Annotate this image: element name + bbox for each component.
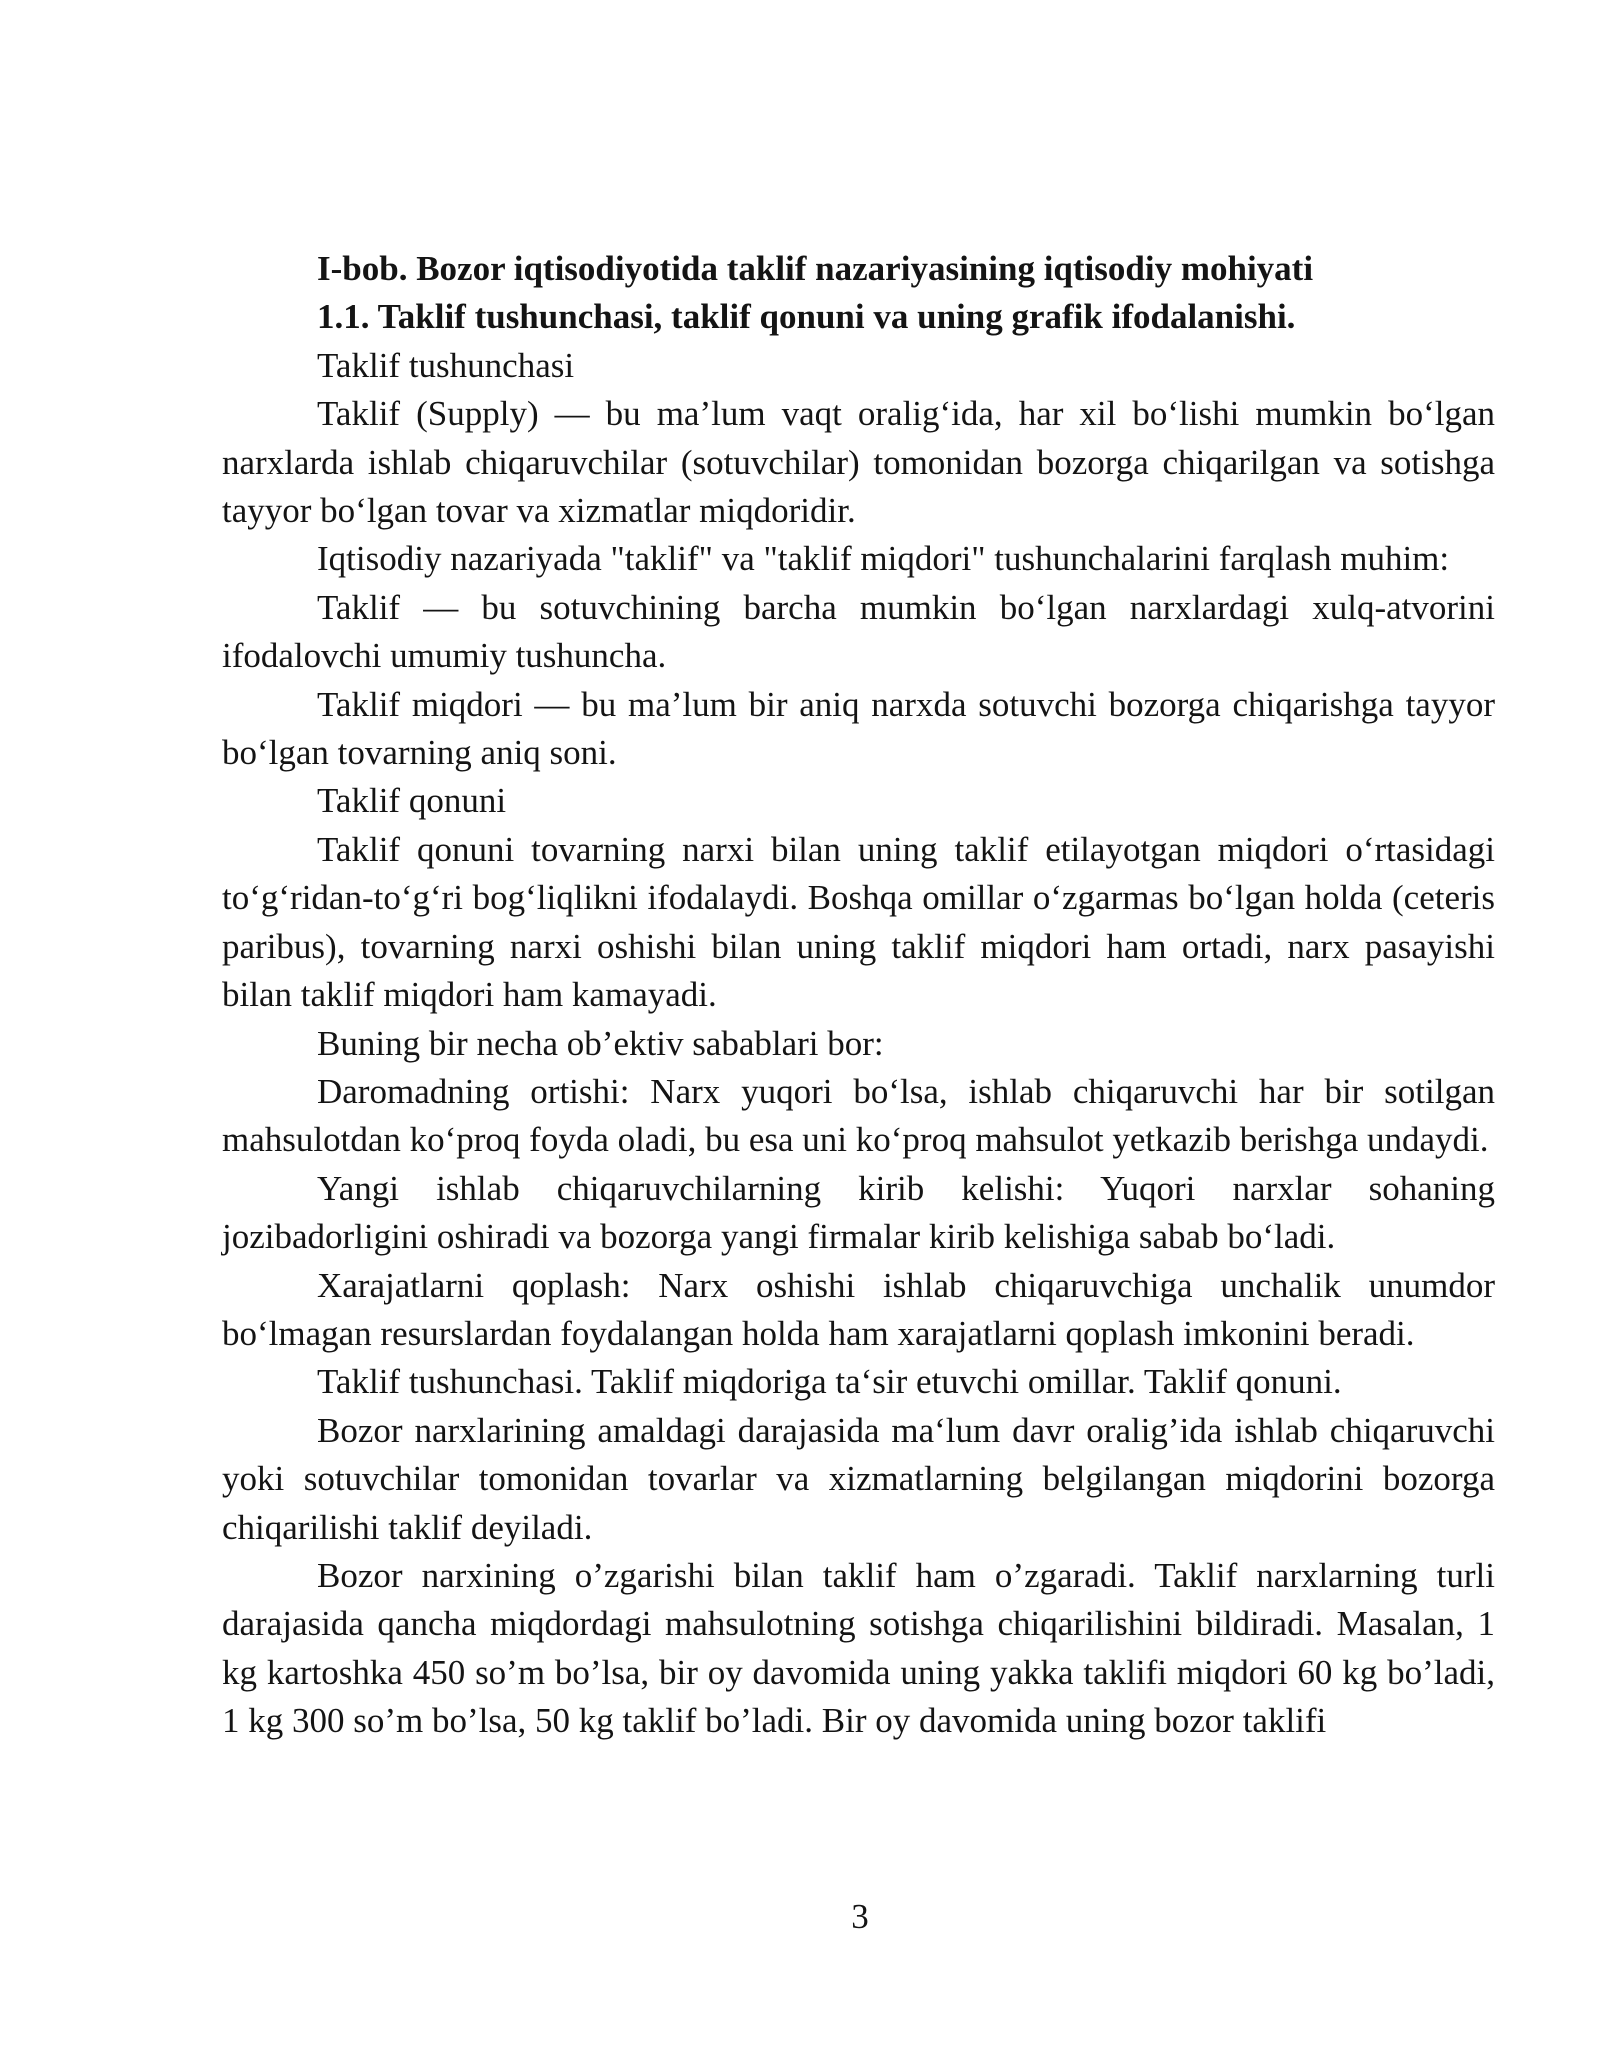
paragraph-new-producers: Yangi ishlab chiqaruvchilarning kirib kelishi: Yuqori narxlar sohaning jozibadorligini oshiradi va bozorga yangi firmalar kirib kelishiga sabab bo‘ladi. bbox=[222, 1168, 1495, 1257]
paragraph-supply-definition: Taklif (Supply) — bu ma’lum vaqt oralig‘ida, har xil bo‘lishi mumkin bo‘lgan narxlarda ishlab chiqaruvchilar (sotuvchilar) tomonidan bozorga chiqarilgan va sotishga tayyor bo‘lgan tovar va xizmatlar miqdoridir. bbox=[222, 394, 1495, 531]
paragraph-reasons-intro: Buning bir necha ob’ektiv sabablari bor: bbox=[317, 1023, 884, 1063]
paragraph-quantity-supplied: Taklif miqdori — bu ma’lum bir aniq narxda sotuvchi bozorga chiqarishga tayyor bo‘lgan tovarning aniq soni. bbox=[222, 684, 1495, 773]
paragraph-topic-summary: Taklif tushunchasi. Taklif miqdoriga ta‘sir etuvchi omillar. Taklif qonuni. bbox=[317, 1362, 1342, 1402]
chapter-heading: I-bob. Bozor iqtisodiyotida taklif nazariyasining iqtisodiy mohiyati bbox=[317, 249, 1314, 288]
section-heading: 1.1. Taklif tushunchasi, taklif qonuni va uning grafik ifodalanishi. bbox=[317, 297, 1296, 337]
subheading-supply-concept: Taklif tushunchasi bbox=[317, 345, 575, 385]
paragraph-distinction: Iqtisodiy nazariyada "taklif" va "taklif miqdori" tushunchalarini farqlash muhim: bbox=[317, 539, 1450, 579]
paragraph-cost-coverage: Xarajatlarni qoplash: Narx oshishi ishlab chiqaruvchiga unchalik unumdor bo‘lmagan resurslardan foydalangan holda ham xarajatlarni qoplash imkonini beradi. bbox=[222, 1265, 1495, 1353]
paragraph-price-change: Bozor narxining o’zgarishi bilan taklif ham o’zgaradi. Taklif narxlarning turli darajasida qancha miqdordagi mahsulotning sotishga chiqarilishini bildiradi. Masalan, 1 kg kartoshka 450 so’m bo’lsa, bir oy davomida uning yakka taklifi miqdori 60 kg bo’ladi, 1 kg 300 so’m bo’lsa, 50 kg taklif bo’ladi. Bir oy davomida uning bozor taklifi bbox=[222, 1555, 1495, 1741]
paragraph-supply-general: Taklif — bu sotuvchining barcha mumkin bo‘lgan narxlardagi xulq-atvorini ifodalovchi umumiy tushuncha. bbox=[222, 587, 1495, 676]
page-number: 3 bbox=[851, 1897, 869, 1936]
paragraph-market-supply: Bozor narxlarining amaldagi darajasida ma‘lum davr oralig’ida ishlab chiqaruvchi yoki sotuvchilar tomonidan tovarlar va xizmatlarning belgilangan miqdorini bozorga chiqarilishi taklif deyiladi. bbox=[222, 1410, 1495, 1547]
paragraph-income-growth: Daromadning ortishi: Narx yuqori bo‘lsa, ishlab chiqaruvchi har bir sotilgan mahsulotdan ko‘proq foyda oladi, bu esa uni ko‘proq mahsulot yetkazib berishga undaydi. bbox=[222, 1071, 1495, 1160]
document-page bbox=[222, 245, 1495, 1746]
subheading-supply-law: Taklif qonuni bbox=[317, 781, 507, 821]
paragraph-supply-law: Taklif qonuni tovarning narxi bilan uning taklif etilayotgan miqdori o‘rtasidagi to‘g‘ridan-to‘g‘ri bog‘liqlikni ifodalaydi. Boshqa omillar o‘zgarmas bo‘lgan holda (ceteris paribus), tovarning narxi oshishi bilan uning taklif miqdori ham ortadi, narx pasayishi bilan taklif miqdori ham kamayadi. bbox=[222, 829, 1495, 1015]
